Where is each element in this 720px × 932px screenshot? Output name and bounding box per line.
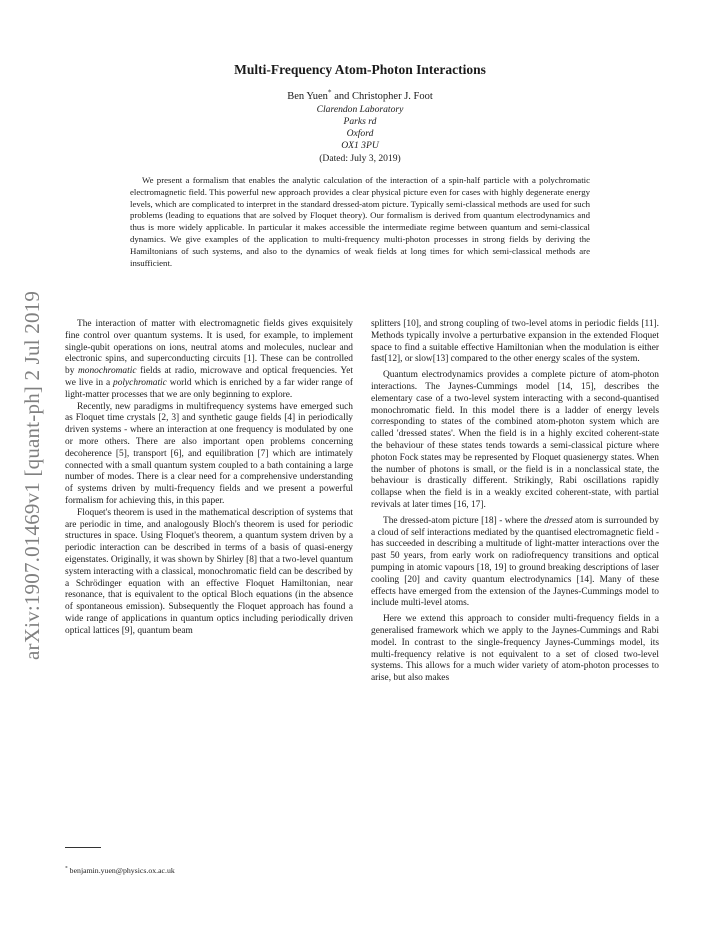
affiliation-line: Oxford: [346, 128, 374, 140]
abstract: We present a formalism that enables the analytic calculation of the interaction of a spin-half particle with a polychromatic electromagnetic field. This powerful new approach provides a clear physical picture even for cases with highly degenerate energy levels, which are complicated to interpret in the standard dressed-atom picture. Typically semi-classical methods are used for such problems (leading to equations that are solved by Floquet theory). Our formalism is derived from quantum electrodynamics and thus is more widely applicable. In particular it makes accessible the intermediate regime between quantum and semi-classical dynamics. We give examples of the application to multi-frequency multi-photon processes in strong fields by deriving the Hamiltonians of such systems, and also to the dynamics of weak fields at long times for which semi-classical methods are insufficient.: [130, 175, 590, 268]
affiliation-line: Parks rd: [343, 116, 377, 128]
body-paragraph: [65, 319, 353, 402]
emphasis-text: dressed: [544, 515, 573, 526]
body-paragraph: Quantum electrodynamics provides a complete picture of atom-photon interactions. The Jaynes-Cummings model [14, 15], describes the elementary case of a two-level system interacting with a second-quantised monochromatic field. In this model there is a ladder of energy levels corresponding to states of the combined atom-photon system which are called 'dressed states'. When the field is in a highly excited coherent-state the behaviour of these states tends towards a semi-classical picture where photon Fock states may be represented by Floquet quasienergy states. When the number of photons is small, or the field is in a nonclassical state, the behaviour is drastically different. Strikingly, Rabi oscillations rapidly collapse when the field is in a weakly excited coherent-state, with partial revivals at later times [16, 17].: [371, 370, 659, 510]
author-name-first: Ben Yuen: [287, 91, 328, 102]
affiliation-line: Clarendon Laboratory: [316, 104, 404, 115]
left-column: [65, 319, 353, 638]
author-name-rest: and Christopher J. Foot: [331, 91, 433, 102]
date-line: (Dated: July 3, 2019): [319, 153, 401, 164]
paragraph-text: The interaction of matter with electromagnetic fields gives exquisitely fine control over quantum systems. It is used, for example, to implement single-qubit operations on ions, neutral atoms and molecules, nuclear and electronic spins, and superconducting circuits [1]. These can be controlled by: [65, 319, 353, 377]
affiliation-block: [0, 104, 720, 152]
paragraph-text: atom is surrounded by a cloud of self interactions mediated by the quantised electromagnetic field - has succeeded in describing a multitude of light-matter interactions over the past 50 years, from early work on radiofrequency transitions and optical pumping in atomic vapours [18, 19] to ground breaking descriptions of laser cooling [20] and cavity quantum electrodynamics [14]. Many of these effects have emerged from the extension of the Jaynes-Cummings model to include multi-level atoms.: [371, 515, 659, 609]
author-line: [0, 87, 720, 102]
arxiv-identifier-stamp: arXiv:1907.01469v1 [quant-ph] 2 Jul 2019: [20, 290, 44, 660]
emphasis-text: monochromatic: [77, 366, 137, 377]
body-paragraph: Recently, new paradigms in multifrequency systems have emerged such as Floquet time crystals [2, 3] and synthetic gauge fields [4] in periodically driven systems - where an interaction at one frequency is modulated by one or more others. There are also important open problems concerning decoherence [5], transport [6], and equilibration [7] which are intimately connected with a small quantum system coupled to a bath containing a large number of modes. There is a clear need for a comprehensive understanding of systems driven by multi-frequency fields and we present a powerful formalism for achieving this, in this paper.: [65, 401, 353, 506]
footnote: [65, 866, 175, 875]
footnote-mark: *: [65, 865, 68, 872]
footnote-email: benjamin.yuen@physics.ox.ac.uk: [67, 866, 175, 875]
body-paragraph: Floquet's theorem is used in the mathematical description of systems that are periodic in time, and analogously Bloch's theorem is used for periodic structures in space. Using Floquet's theorem, a quantum system driven by a periodic interaction can be described in terms of a basis of quasi-energy eigenstates. Originally, it was shown by Shirley [8] that a two-level quantum system interacting with a classical, monochromatic field can be described by a Schrödinger equation with an effective Floquet Hamiltonian, near resonance, that is equivalent to the optical Bloch equations (in the absence of spontaneous emission). Subsequently the Floquet approach has found a wide range of applications in quantum optics including periodically driven optical lattices [9], quantum beam: [65, 507, 353, 636]
paragraph-text: world which is enriched by a far wider range of light-matter processes that we are only beginning to explore.: [65, 377, 353, 400]
paper-title: Multi-Frequency Atom-Photon Interactions: [234, 62, 486, 77]
emphasis-text: polychromatic: [113, 377, 167, 388]
body-paragraph: Here we extend this approach to consider multi-frequency fields in a generalised framework which we apply to the Jaynes-Cummings and Rabi model. In contrast to the single-frequency Jaynes-Cummings model, its multi-frequency relative is not equivalent to a set of closed two-level systems. This allows for a much wider variety of atom-photon processes to arise, but also makes: [371, 614, 659, 684]
right-column: [371, 319, 659, 685]
footnote-divider: [65, 847, 101, 848]
body-paragraph-continued: splitters [10], and strong coupling of two-level atoms in periodic fields [11]. Methods typically involve a perturbative expansion in the extended Floquet space to find a suitable effective Hamiltonian when the modulation is either fast[12], or slow[13] compared to the other energy scales of the system.: [371, 319, 659, 365]
body-paragraph: [371, 516, 659, 610]
paragraph-text: The dressed-atom picture [18] - where the: [383, 515, 545, 526]
affiliation-line: OX1 3PU: [341, 140, 379, 152]
author-footnote-mark: *: [327, 87, 332, 97]
paragraph-text: fields at radio, microwave and optical frequencies. Yet we live in a: [65, 366, 353, 388]
